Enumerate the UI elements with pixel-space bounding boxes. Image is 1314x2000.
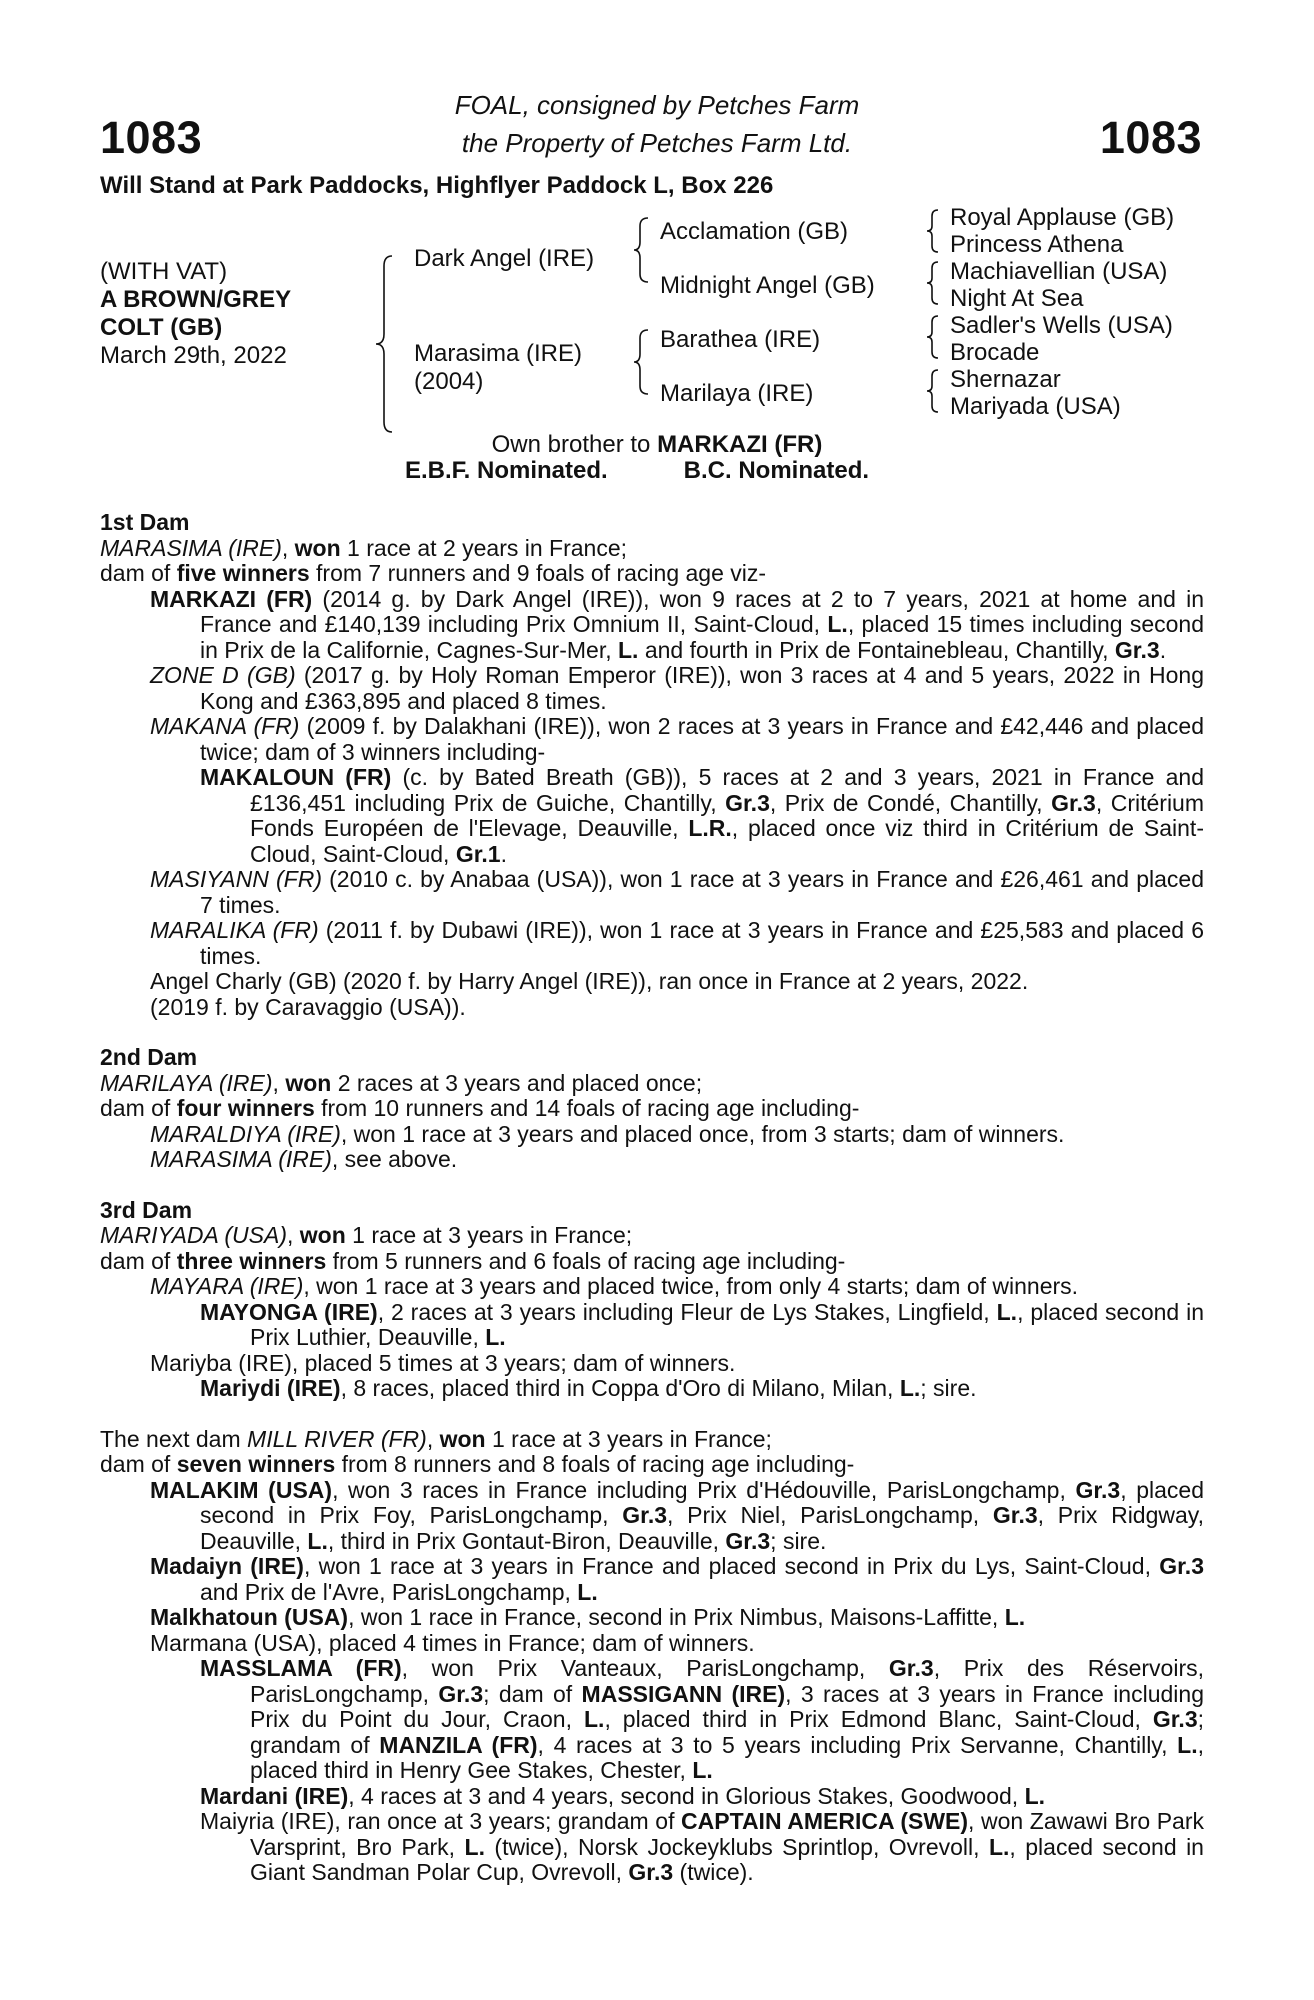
next-dam-prefix: The next dam [100,1425,248,1452]
winners-count: seven winners [176,1451,336,1477]
entry-text: and fourth in Prix de Fontainebleau, Chantilly, [638,636,1115,663]
own-brother-name: MARKAZI (FR) [657,431,823,458]
race-grade: L. [577,1578,598,1605]
grand-progeny-entry [100,1376,1204,1402]
race-grade: Gr.3 [438,1680,484,1707]
won-label: won [439,1425,486,1452]
race-grade: Gr.3 [1159,1553,1204,1579]
next-dam-record: The next dam MILL RIVER (FR), won 1 race at 3 years in France; [100,1425,772,1452]
progeny-entry [100,1554,1204,1605]
stand-location: Will Stand at Park Paddocks, Highflyer Paddock L, Box 226 [100,172,774,199]
record-text: 1 race at 3 years in France; [345,1222,633,1248]
grand-progeny-entry [100,1809,1204,1886]
pedigree-dd: Marilaya (IRE) [660,380,814,407]
entry-text: , Prix Ridgway, Deauville, [200,1502,1204,1554]
entry-text: , placed third in Henry Gee Stakes, Chester, [250,1731,1204,1783]
summary-text: from 5 runners and 6 foals of racing age including- [326,1247,846,1274]
winners-count: three winners [176,1247,327,1274]
progeny-name: MASSIGANN (IRE) [581,1680,786,1707]
dam-name: MARASIMA (IRE) [100,534,282,561]
progeny-name: MARALDIYA (IRE) [150,1120,341,1147]
dam-of: dam of [100,1451,177,1477]
race-grade: L.R. [688,815,732,841]
won-label: won [299,1222,346,1248]
progeny-entry: Mariyba (IRE), placed 5 times at 3 years; dam of winners. [150,1349,736,1376]
entry-text: , see above. [331,1146,458,1172]
pedigree-sss: Royal Applause (GB) [950,204,1175,231]
grand-progeny-entry [100,1300,1204,1351]
progeny-entry [100,867,1204,918]
progeny-entry [100,587,1204,664]
race-grade: L. [827,611,848,637]
progeny-entry [100,1122,1204,1148]
first-dam-summary [100,561,1204,587]
pedigree-sdd: Night At Sea [950,285,1084,312]
race-grade: Gr.1 [455,840,501,867]
race-grade: L. [996,1298,1018,1325]
race-grade: Gr.3 [725,1527,771,1554]
race-grade: L. [464,1833,485,1860]
horse-color-line: A BROWN/GREY [100,286,292,313]
won-label: won [294,534,341,561]
dam-of: dam of [100,1095,177,1121]
dam-name: MARIYADA (USA) [100,1222,288,1248]
pedigree-sds: Machiavellian (USA) [950,258,1168,285]
race-grade: L. [692,1757,713,1783]
progeny-entry [100,714,1204,765]
progeny-entry [100,918,1204,969]
bracket-dd [927,370,938,412]
grand-progeny-entry [100,1784,1204,1810]
entry-text: (twice), Norsk Jockeyklubs Sprintlop, Ovrevoll, [484,1833,989,1860]
summary-text: from 7 runners and 9 foals of racing age viz- [309,560,767,586]
entry-text: , won 1 race at 3 years and placed once, from 3 starts; dam of winners. [340,1120,1065,1147]
race-grade: L. [1024,1782,1046,1809]
progeny-entry: Marmana (USA), placed 4 times in France; dam of winners. [150,1629,755,1656]
third-dam-summary [100,1249,1204,1275]
entry-text: , won 1 race at 3 years and placed twice, from only 4 starts; dam of winners. [303,1273,1079,1299]
consign-line-2: the Property of Petches Farm Ltd. [461,128,853,158]
race-grade: L. [1004,1604,1026,1630]
dam-name: MILL RIVER (FR) [247,1425,427,1452]
progeny-name: MARASIMA (IRE) [150,1146,332,1172]
race-grade: L. [485,1324,506,1350]
entry-text: , 2 races at 3 years including Fleur de Lys Stakes, Lingfield, [377,1298,997,1325]
entry-text: , won 1 race in France, second in Prix Nimbus, Maisons-Laffitte, [348,1604,1005,1630]
progeny-name: Mardani (IRE) [200,1782,349,1809]
entry-text: , placed second in Prix Foy, ParisLongchamp, [200,1476,1204,1528]
entry-text: ; dam of [483,1680,582,1707]
entry-text: , placed 15 times including second in Prix de la Californie, Cagnes-Sur-Mer, [200,611,1205,663]
progeny-name: MARALIKA (FR) [150,917,319,943]
bc-nominated: B.C. Nominated. [683,457,870,484]
progeny-name: MAKANA (FR) [150,713,300,739]
entry-text: , third in Prix Gontaut-Biron, Deauville, [327,1527,726,1554]
foaling-date: March 29th, 2022 [100,342,287,369]
race-grade: Gr.3 [1075,1476,1121,1503]
progeny-name: MARKAZI (FR) [150,585,313,612]
entry-text: , placed second in Prix Luthier, Deauville, [250,1298,1204,1350]
pedigree-sire: Dark Angel (IRE) [414,245,595,272]
record-text: 1 race at 3 years in France; [485,1425,772,1452]
entry-text: (2014 g. by Dark Angel (IRE)), won 9 races at 2 to 7 years, 2021 at home and in France and £140,139 including Prix Omnium II, Saint-Cloud, [200,585,1205,637]
progeny-name: MASSLAMA (FR) [200,1655,402,1681]
nominations-line [0,458,1314,484]
ebf-nominated: E.B.F. Nominated. [404,457,608,484]
progeny-entry [100,663,1204,714]
second-dam-record: MARILAYA (IRE), won 2 races at 3 years and placed once; [100,1069,703,1096]
record-text: 1 race at 2 years in France; [340,534,628,561]
progeny-name: Madaiyn (IRE) [150,1553,304,1579]
grand-progeny-entry [100,1656,1204,1784]
winners-count: five winners [176,560,310,586]
bracket-gen1 [376,256,392,432]
progeny-name: MAYARA (IRE) [150,1273,304,1299]
race-grade: L. [307,1527,328,1554]
pedigree-dam-year: (2004) [414,368,484,395]
bracket-ss [927,210,938,252]
entry-text: (c. by Bated Breath (GB)), 5 races at 2 and 3 years, 2021 in France and £136,451 including Prix de Guiche, Chantilly, [250,764,1205,816]
bracket-sire [634,218,648,282]
entry-text: Maiyria (IRE), ran once at 3 years; grandam of [200,1808,682,1834]
race-grade: Gr.3 [1152,1706,1198,1732]
summary-text: from 10 runners and 14 foals of racing age including- [314,1095,860,1121]
dam-name: MARILAYA (IRE) [100,1069,273,1096]
progeny-name: Malkhatoun (USA) [150,1604,349,1630]
race-grade: Gr.3 [1114,636,1160,663]
progeny-name: MAYONGA (IRE) [200,1298,378,1325]
entry-text: , 3 races at 3 years in France including Prix du Point du Jour, Craon, [250,1680,1204,1732]
lot-number-left: 1083 [100,112,203,163]
own-brother-line [0,432,1314,458]
horse-sex-line: COLT (GB) [100,314,223,341]
entry-text: , Prix des Réservoirs, ParisLongchamp, [250,1655,1204,1707]
entry-text: , Prix de Condé, Chantilly, [769,789,1052,816]
next-dam-summary [100,1452,1204,1478]
race-grade: Gr.3 [1051,789,1096,816]
third-dam-record: MARIYADA (USA), won 1 race at 3 years in France; [100,1222,633,1248]
first-dam-record: MARASIMA (IRE), won 1 race at 2 years in France; [100,534,628,561]
record-text: 2 races at 3 years and placed once; [331,1069,703,1096]
entry-text: , placed once viz third in Critérium de Saint-Cloud, Saint-Cloud, [250,815,1204,867]
entry-text: , won Prix Vanteaux, ParisLongchamp, [401,1655,889,1681]
race-grade: L. [1177,1731,1198,1758]
race-grade: Gr.3 [992,1502,1038,1528]
entry-text: ; sire. [920,1375,977,1401]
race-grade: L. [988,1833,1010,1860]
first-dam-heading: 1st Dam [100,509,190,535]
entry-text: , won Zawawi Bro Park Varsprint, Bro Park, [250,1808,1204,1860]
pedigree-ds: Barathea (IRE) [660,326,821,353]
second-dam-summary [100,1096,1204,1122]
race-grade: Gr.3 [622,1502,668,1528]
race-grade: Gr.3 [628,1859,674,1885]
pedigree-sd: Midnight Angel (GB) [660,272,875,299]
winners-count: four winners [176,1095,315,1121]
entry-text: (twice). [673,1859,754,1885]
entry-text: (2017 g. by Holy Roman Emperor (IRE)), won 3 races at 4 and 5 years, 2022 in Hong Kong and £363,895 and placed 8 times. [200,662,1204,714]
pedigree-ddd: Mariyada (USA) [950,393,1121,420]
race-grade: L. [618,636,639,663]
progeny-name: ZONE D (GB) [150,662,296,688]
entry-text: , 4 races at 3 and 4 years, second in Glorious Stakes, Goodwood, [348,1782,1025,1809]
entry-text: , won 1 race at 3 years in France and placed second in Prix du Lys, Saint-Cloud, [303,1553,1160,1579]
nomination-notes [0,432,1314,484]
entry-text: . [1159,636,1167,663]
bracket-sd [927,262,938,304]
progeny-entry [100,1147,1204,1173]
entry-text: (2011 f. by Dubawi (IRE)), won 1 race at 3 years in France and £25,583 and placed 6 times. [200,917,1205,969]
dam-of: dam of [100,560,177,586]
race-grade: L. [583,1706,605,1732]
bracket-ds [927,316,938,358]
entry-text: , 4 races at 3 to 5 years including Prix Servanne, Chantilly, [537,1731,1178,1758]
entry-text: , won 3 races in France including Prix d'Hédouville, ParisLongchamp, [332,1476,1076,1503]
dam-of: dam of [100,1247,177,1274]
race-grade: Gr.3 [888,1655,934,1681]
race-grade: Gr.3 [725,789,770,816]
own-brother-prefix: Own brother to [491,431,658,458]
entry-text: , Critérium Fonds Européen de l'Elevage, Deauville, [250,789,1205,841]
consign-line-1: FOAL, consigned by Petches Farm [454,90,860,120]
progeny-entry: (2019 f. by Caravaggio (USA)). [150,993,466,1020]
entry-text: ; sire. [770,1527,827,1554]
entry-text: (2009 f. by Dalakhani (IRE)), won 2 races at 3 years in France and £42,446 and placed twice; dam of 3 winners including- [200,713,1204,765]
summary-text: from 8 runners and 8 foals of racing age including- [335,1451,855,1477]
entry-text: , Prix Niel, ParisLongchamp, [667,1502,993,1528]
lot-number-right: 1083 [1099,112,1202,163]
entry-text: , placed third in Prix Edmond Blanc, Saint-Cloud, [604,1706,1153,1732]
pedigree-dss: Sadler's Wells (USA) [950,312,1173,339]
entry-text: ; grandam of [250,1706,1205,1758]
progeny-name: MANZILA (FR) [379,1731,538,1758]
grand-progeny-entry [100,765,1204,867]
pedigree-dam: Marasima (IRE) [414,340,583,367]
second-dam-heading: 2nd Dam [100,1044,198,1070]
pedigree-ssd: Princess Athena [950,231,1124,258]
progeny-name: MALAKIM (USA) [150,1476,333,1503]
pedigree-dds: Shernazar [950,366,1061,393]
bracket-dam [634,330,648,394]
progeny-entry [100,1274,1204,1300]
progeny-name: MAKALOUN (FR) [200,764,392,790]
progeny-entry [100,1478,1204,1555]
entry-text: , 8 races, placed third in Coppa d'Oro di Milano, Milan, [340,1375,900,1401]
pedigree-ss: Acclamation (GB) [660,218,849,245]
entry-text: . [500,840,507,867]
progeny-entry: Angel Charly (GB) (2020 f. by Harry Angel (IRE)), ran once in France at 2 years, 2022. [150,968,1029,994]
entry-text: (2010 c. by Anabaa (USA)), won 1 race at 3 years in France and £26,461 and placed 7 times. [200,866,1205,918]
vat-note: (WITH VAT) [100,258,228,285]
race-grade: L. [899,1375,921,1401]
entry-text: , placed second in Giant Sandman Polar Cup, Ovrevoll, [250,1833,1204,1885]
progeny-name: MASIYANN (FR) [150,866,322,892]
third-dam-heading: 3rd Dam [100,1196,193,1223]
progeny-entry [100,1605,1204,1631]
pedigree-dsd: Brocade [950,339,1040,366]
catalogue-body [100,510,1204,1886]
progeny-name: CAPTAIN AMERICA (SWE) [681,1808,969,1834]
progeny-name: Mariydi (IRE) [200,1375,341,1401]
won-label: won [285,1069,332,1096]
entry-text: and Prix de l'Avre, ParisLongchamp, [200,1578,578,1605]
